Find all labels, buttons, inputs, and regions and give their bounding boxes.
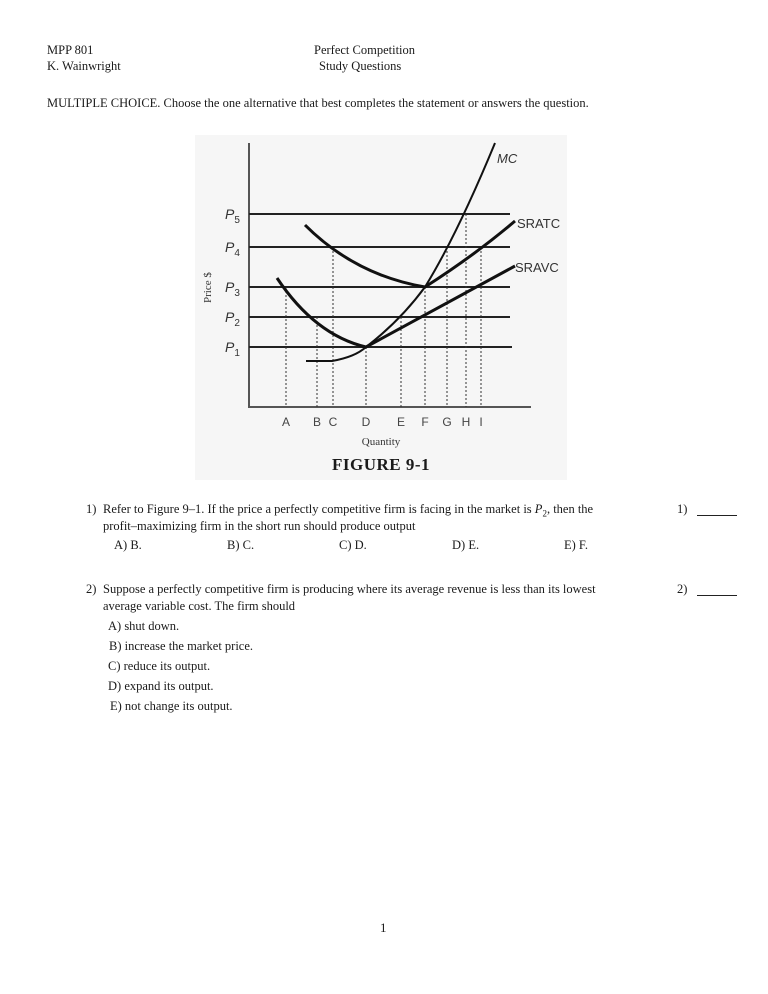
doc-subtitle: Study Questions	[319, 59, 402, 73]
y-axis-label: Price $	[202, 272, 214, 303]
q-label-h: H	[461, 415, 471, 429]
q-label-e: E	[396, 415, 406, 429]
question-2-option-c[interactable]: C) reduce its output.	[108, 659, 211, 673]
question-1-option-d[interactable]: D) E.	[452, 538, 480, 552]
svg-text:P1: $P_1$	[225, 339, 240, 359]
course-code: MPP 801	[47, 43, 94, 57]
question-1-option-a[interactable]: A) B.	[114, 538, 142, 552]
question-1-text-line2: profit–maximizing firm in the short run should produce output	[103, 519, 416, 533]
answer-1-label: 1)	[677, 502, 688, 516]
answer-2-label: 2)	[677, 582, 688, 596]
question-2-text-line1: Suppose a perfectly competitive firm is producing where its average revenue is less than its lowest	[103, 582, 596, 596]
svg-text:P5: $P_5$	[225, 206, 240, 226]
instructions: MULTIPLE CHOICE. Choose the one alternative that best completes the statement or answers the question.	[47, 96, 589, 110]
q-label-d: D	[361, 415, 371, 429]
question-2-number: 2)	[86, 582, 97, 596]
question-1-option-b[interactable]: B) C.	[227, 538, 255, 552]
question-1-number: 1)	[86, 502, 97, 516]
question-2-option-b[interactable]: B) increase the market price.	[109, 639, 254, 653]
sravc-label: SRAVC	[515, 260, 559, 275]
question-2-text-line2: average variable cost. The firm should	[103, 599, 296, 613]
q-label-i: I	[479, 415, 483, 429]
question-2-option-d[interactable]: D) expand its output.	[108, 679, 214, 693]
q-label-b: B	[312, 415, 322, 429]
q-label-f: F	[421, 415, 429, 429]
figure-caption: FIGURE 9-1	[331, 455, 431, 474]
question-1-text-line1: Refer to Figure 9–1. If the price a perfectly competitive firm is facing in the market is $P_2$, then the	[103, 502, 594, 519]
question-1-option-e[interactable]: E) F.	[564, 538, 588, 552]
question-2-option-a[interactable]: A) shut down.	[108, 619, 180, 633]
mc-label: MC	[497, 151, 518, 166]
answer-2-blank[interactable]	[697, 595, 737, 596]
sratc-label: SRATC	[517, 216, 561, 231]
figure-9-1	[195, 135, 567, 480]
page-number: 1	[380, 920, 387, 935]
question-1-option-c[interactable]: C) D.	[339, 538, 367, 552]
q-label-a: A	[281, 415, 291, 429]
author-name: K. Wainwright	[47, 59, 121, 73]
svg-text:P4: $P_4$	[225, 239, 240, 259]
svg-text:P2: $P_2$	[225, 309, 240, 329]
q-label-g: G	[442, 415, 452, 429]
question-2-option-e[interactable]: E) not change its output.	[110, 699, 233, 713]
q-label-c: C	[328, 415, 338, 429]
doc-title: Perfect Competition	[314, 43, 416, 57]
cost-curves-chart	[195, 135, 567, 455]
svg-text:P3: $P_3$	[225, 279, 240, 299]
x-axis-label: Quantity	[361, 436, 401, 448]
answer-1-blank[interactable]	[697, 515, 737, 516]
